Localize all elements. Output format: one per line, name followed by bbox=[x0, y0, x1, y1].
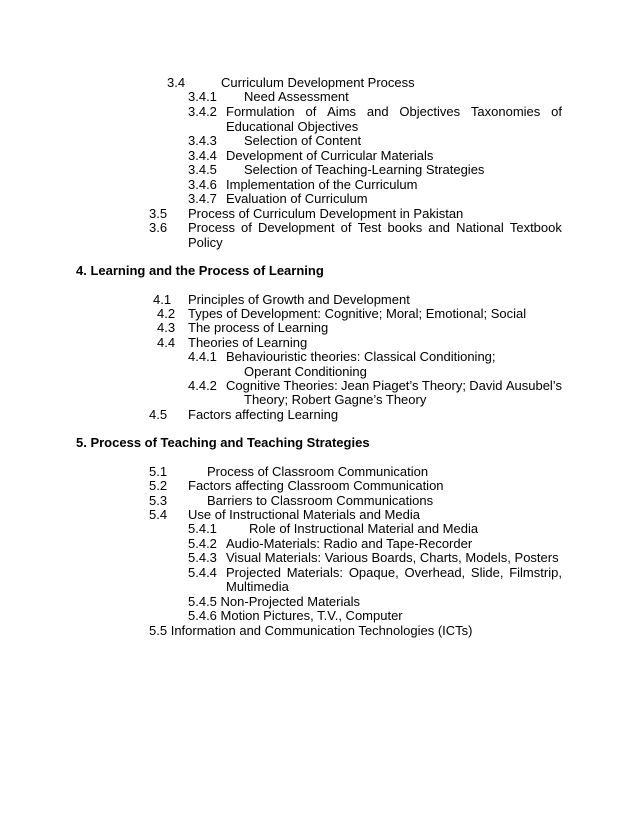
item-4-4-number: 4.4 bbox=[157, 335, 176, 350]
item-5-4-5-number: 5.4.5 bbox=[188, 594, 217, 609]
word: Process bbox=[188, 220, 235, 235]
item-5-4-2-title: Audio-Materials: Radio and Tape-Recorder bbox=[226, 536, 473, 551]
item-5-3-title: Barriers to Classroom Communications bbox=[207, 493, 434, 508]
word: National bbox=[456, 220, 504, 235]
item-4-4-title: Theories of Learning bbox=[188, 335, 308, 350]
item-5-4-4-number: 5.4.4 bbox=[188, 565, 217, 580]
item-5-4-3-title: Visual Materials: Various Boards, Charts, Models, Posters bbox=[226, 550, 559, 565]
item-5-4-4-title bbox=[226, 565, 562, 580]
item-5-1-number: 5.1 bbox=[149, 464, 168, 479]
word: Overhead, bbox=[404, 565, 466, 580]
word: David bbox=[469, 378, 503, 393]
item-5-4-6-number: 5.4.6 bbox=[188, 608, 217, 623]
section-4-heading: 4. Learning and the Process of Learning bbox=[76, 263, 324, 278]
item-3-5-title: Process of Curriculum Development in Pakistan bbox=[188, 206, 464, 221]
item-4-3-title: The process of Learning bbox=[188, 320, 329, 335]
item-3-4-5-title: Selection of Teaching-Learning Strategies bbox=[244, 162, 485, 177]
word: and bbox=[366, 104, 389, 119]
item-3-4-2-title bbox=[226, 104, 562, 119]
item-3-4-7-title: Evaluation of Curriculum bbox=[226, 191, 368, 206]
item-3-4-7-number: 3.4.7 bbox=[188, 191, 217, 206]
word: Development bbox=[257, 220, 335, 235]
word: Piaget’s bbox=[372, 378, 419, 393]
item-5-1-title: Process of Classroom Communication bbox=[207, 464, 429, 479]
item-4-4-2-title bbox=[226, 378, 562, 393]
word: Projected bbox=[226, 565, 281, 580]
word: and bbox=[428, 220, 450, 235]
item-5-4-number: 5.4 bbox=[149, 507, 168, 522]
item-3-4-number: 3.4 bbox=[167, 75, 186, 90]
item-5-4-1-title: Role of Instructional Material and Media bbox=[249, 521, 479, 536]
word: Textbook bbox=[509, 220, 562, 235]
word: Theory; bbox=[421, 378, 466, 393]
item-4-1-title: Principles of Growth and Development bbox=[188, 292, 410, 307]
item-5-2-number: 5.2 bbox=[149, 478, 168, 493]
item-5-4-5-line bbox=[188, 594, 360, 609]
item-5-4-6-title: Motion Pictures, T.V., Computer bbox=[220, 608, 403, 623]
item-4-2-title: Types of Development: Cognitive; Moral; Emotional; Social bbox=[188, 306, 527, 321]
item-3-4-6-title: Implementation of the Curriculum bbox=[226, 177, 418, 192]
word: Theories: bbox=[283, 378, 338, 393]
word: Formulation bbox=[226, 104, 295, 119]
word: Objectives bbox=[399, 104, 461, 119]
item-5-5-number: 5.5 bbox=[149, 623, 168, 638]
item-5-4-4-title-line2: Multimedia bbox=[226, 579, 289, 594]
word: of bbox=[305, 104, 317, 119]
word: books bbox=[387, 220, 423, 235]
item-5-5-line bbox=[149, 623, 473, 638]
item-3-5-number: 3.5 bbox=[149, 206, 168, 221]
item-3-6-title bbox=[188, 220, 562, 235]
word: of bbox=[340, 220, 352, 235]
item-4-5-number: 4.5 bbox=[149, 407, 168, 422]
item-5-3-number: 5.3 bbox=[149, 493, 168, 508]
section-5-heading: 5. Process of Teaching and Teaching Strategies bbox=[76, 435, 370, 450]
item-5-4-title: Use of Instructional Materials and Media bbox=[188, 507, 420, 522]
item-3-4-1-title: Need Assessment bbox=[244, 89, 349, 104]
word: of bbox=[241, 220, 252, 235]
word: Filmstrip, bbox=[509, 565, 562, 580]
item-4-3-number: 4.3 bbox=[157, 320, 176, 335]
item-5-4-6-line bbox=[188, 608, 403, 623]
word: of bbox=[551, 104, 562, 119]
item-4-4-1-title-line2: Operant Conditioning bbox=[244, 364, 367, 379]
item-4-1-number: 4.1 bbox=[153, 292, 172, 307]
item-4-5-title: Factors affecting Learning bbox=[188, 407, 339, 422]
item-5-4-3-number: 5.4.3 bbox=[188, 550, 217, 565]
item-3-4-2-title-line2: Educational Objectives bbox=[226, 119, 359, 134]
item-5-4-2-number: 5.4.2 bbox=[188, 536, 217, 551]
item-3-4-2-number: 3.4.2 bbox=[188, 104, 217, 119]
item-5-4-5-title: Non-Projected Materials bbox=[220, 594, 360, 609]
item-3-4-4-title: Development of Curricular Materials bbox=[226, 148, 434, 163]
word: Jean bbox=[341, 378, 370, 393]
item-3-4-5-number: 3.4.5 bbox=[188, 162, 217, 177]
item-3-6-title-line2: Policy bbox=[188, 235, 223, 250]
item-5-4-1-number: 5.4.1 bbox=[188, 521, 217, 536]
word: Taxonomies bbox=[470, 104, 541, 119]
item-3-4-3-title: Selection of Content bbox=[244, 133, 362, 148]
word: Opaque, bbox=[348, 565, 399, 580]
item-3-4-1-number: 3.4.1 bbox=[188, 89, 217, 104]
item-3-4-3-number: 3.4.3 bbox=[188, 133, 217, 148]
item-3-4-title: Curriculum Development Process bbox=[221, 75, 415, 90]
word: Materials: bbox=[286, 565, 344, 580]
item-3-4-6-number: 3.4.6 bbox=[188, 177, 217, 192]
item-4-4-2-title-line2: Theory; Robert Gagne’s Theory bbox=[244, 392, 427, 407]
word: Cognitive bbox=[226, 378, 281, 393]
item-4-4-1-number: 4.4.1 bbox=[188, 349, 217, 364]
item-3-6-number: 3.6 bbox=[149, 220, 168, 235]
item-4-4-2-number: 4.4.2 bbox=[188, 378, 217, 393]
item-5-2-title: Factors affecting Classroom Communication bbox=[188, 478, 444, 493]
word: Aims bbox=[327, 104, 357, 119]
item-3-4-4-number: 3.4.4 bbox=[188, 148, 217, 163]
item-4-4-1-title: Behaviouristic theories: Classical Conditioning; bbox=[226, 349, 496, 364]
word: Slide, bbox=[470, 565, 504, 580]
item-4-2-number: 4.2 bbox=[157, 306, 176, 321]
item-5-5-title: Information and Communication Technologies (ICTs) bbox=[170, 623, 473, 638]
word: Ausubel’s bbox=[505, 378, 562, 393]
word: Test bbox=[357, 220, 382, 235]
